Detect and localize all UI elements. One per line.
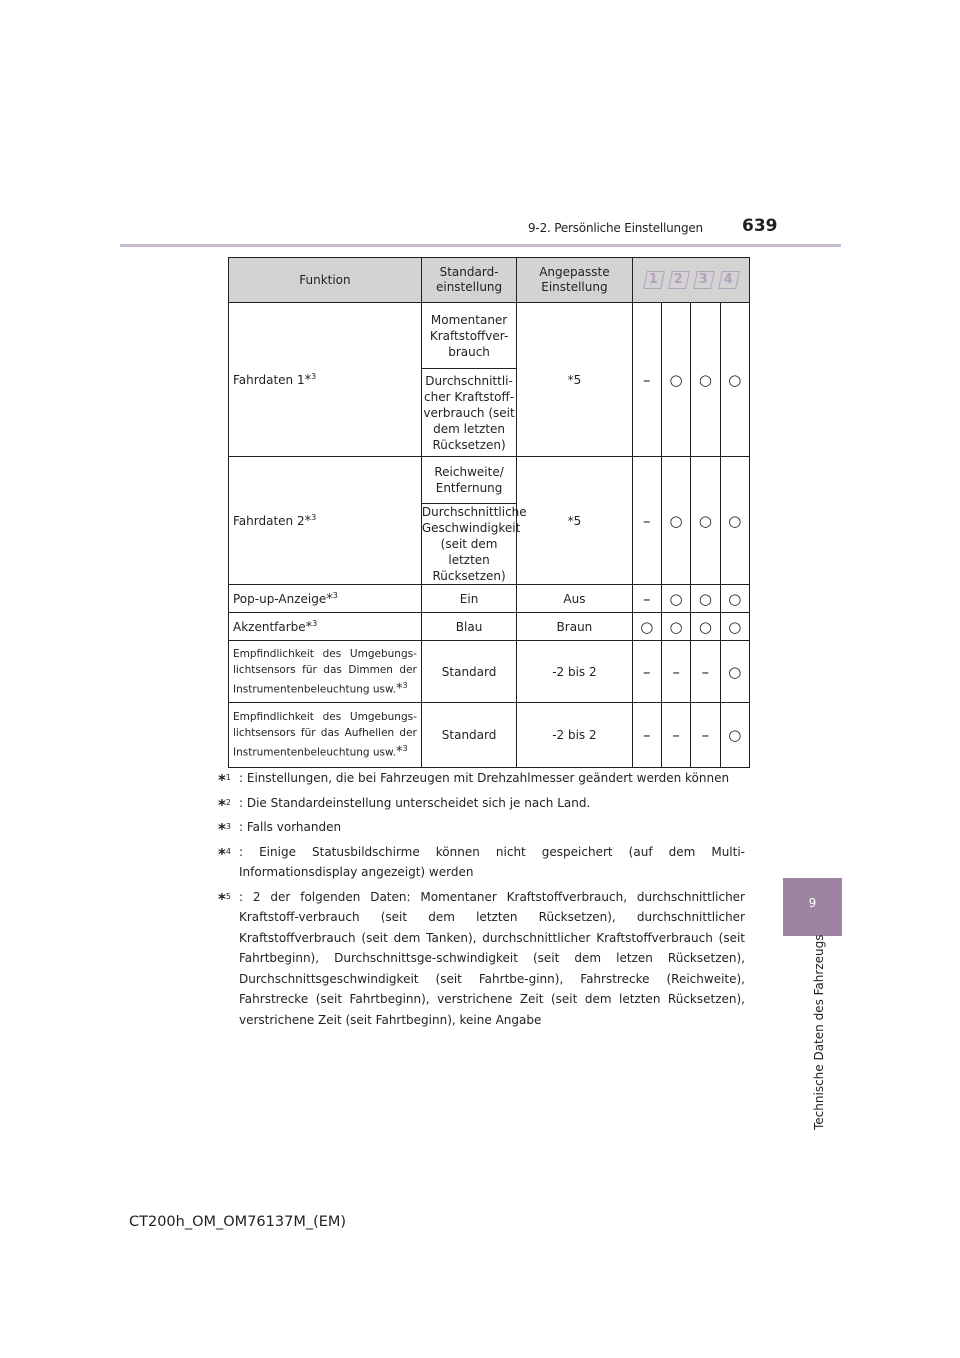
footnote-number: 2 xyxy=(225,797,231,807)
table-row xyxy=(229,303,750,369)
chapter-title: Technische Daten des Fahrzeugs xyxy=(812,934,826,1130)
chapter-number: 9 xyxy=(808,896,817,910)
table-row xyxy=(229,703,750,768)
default-cell: Durchschnittliche Geschwindigkeit (seit dem letzten Rücksetzen) xyxy=(421,505,527,583)
custom-cell: Braun xyxy=(517,613,632,641)
default-cell: Momentaner Kraftstoffver-brauch xyxy=(421,303,516,369)
header-function: Funktion xyxy=(229,258,422,303)
custom-cell: -2 bis 2 xyxy=(517,641,632,703)
method-mark: ○ xyxy=(691,303,720,457)
custom-cell: Aus xyxy=(517,585,632,613)
footnote: *$^4$ : Einige Statusbildschirme können nicht gespeichert (auf dem Multi-Informationsdisplay angezeigt) werden xyxy=(218,844,745,879)
table-row xyxy=(229,641,750,703)
function-cell: Akzentfarbe*$^3$ xyxy=(229,613,422,641)
header-default-text: Standard- einstellung xyxy=(435,265,503,294)
footnote-text: : Einige Statusbildschirme können nicht gespeichert (auf dem Multi-Informationsdisplay angezeigt) werden xyxy=(239,844,745,879)
header-methods xyxy=(632,258,749,303)
footnote-ref: 3 xyxy=(402,744,408,754)
footnote-number: 3 xyxy=(225,822,231,831)
default-cell: Standard xyxy=(421,641,516,703)
header-divider xyxy=(120,244,841,247)
custom-value: *5 xyxy=(567,372,582,387)
function-cell: Fahrdaten 2*$^3$ xyxy=(229,457,422,585)
function-label: Fahrdaten 1 xyxy=(233,372,305,387)
method-mark: – xyxy=(632,457,661,585)
function-cell: Pop-up-Anzeige*$^3$ xyxy=(229,585,422,613)
method-mark: ○ xyxy=(720,641,749,703)
method-mark: – xyxy=(632,585,661,613)
custom-value: *5 xyxy=(567,513,582,528)
method-3-icon: 3 xyxy=(692,269,715,291)
footnote-ref: 3 xyxy=(311,512,317,522)
method-mark: – xyxy=(661,641,690,703)
document-code: CT200h_OM_OM76137M_(EM) xyxy=(129,1214,347,1230)
method-2-icon: 2 xyxy=(667,269,690,291)
method-mark: ○ xyxy=(632,613,661,641)
table-header-row xyxy=(229,258,750,303)
footnote-ref: 3 xyxy=(332,590,338,600)
method-mark: ○ xyxy=(720,703,749,768)
method-mark: – xyxy=(632,303,661,457)
footnote-number: 4 xyxy=(225,846,231,856)
method-mark: ○ xyxy=(720,303,749,457)
method-mark: ○ xyxy=(720,585,749,613)
custom-cell: -2 bis 2 xyxy=(517,703,632,768)
method-mark: ○ xyxy=(661,457,690,585)
footnote-ref: 3 xyxy=(312,618,318,628)
section-title: 9-2. Persönliche Einstellungen xyxy=(528,221,703,235)
default-cell: Reichweite/ Entfernung xyxy=(421,457,516,504)
function-label: Empfindlichkeit des Umgebungs-lichtsensors für das Dimmen der Instrumentenbeleuchtung usw. xyxy=(233,647,417,696)
method-mark: ○ xyxy=(661,613,690,641)
method-1-icon: 1 xyxy=(642,269,665,291)
method-mark: ○ xyxy=(661,585,690,613)
footnote-ref: 3 xyxy=(311,371,317,381)
method-mark: ○ xyxy=(720,457,749,585)
footnote-text: : Die Standardeinstellung unterscheidet sich je nach Land. xyxy=(239,795,591,810)
method-mark: – xyxy=(691,641,720,703)
function-cell: Empfindlichkeit des Umgebungs-lichtsensors für das Dimmen der Instrumentenbeleuchtung usw.*$^3$ xyxy=(229,641,422,703)
table-row xyxy=(229,585,750,613)
table-row xyxy=(229,457,750,504)
function-cell: Fahrdaten 1*$^3$ xyxy=(229,303,422,457)
custom-cell xyxy=(517,303,632,457)
method-mark: ○ xyxy=(661,303,690,457)
function-label: Fahrdaten 2 xyxy=(233,513,305,528)
footnote: *$^1$ : Einstellungen, die bei Fahrzeugen mit Drehzahlmesser geändert werden können xyxy=(218,771,730,789)
footnote-number: 5 xyxy=(225,891,231,901)
custom-cell xyxy=(517,457,632,585)
header-custom xyxy=(517,258,632,303)
footnote-ref: 3 xyxy=(402,680,408,690)
header-default xyxy=(421,258,516,303)
footnote-text: : 2 der folgenden Daten: Momentaner Kraftstoffverbrauch, durchschnittlicher Kraftstoff-verbrauch (seit dem letzten Rücksetzen), durchschnittlicher Kraftstoffverbrauch (seit dem Tanken), durchschnittlicher Kraftstoffverbrauch (seit Fahrtbeginn), Durchschnittsge-schwindigkeit (seit dem letzen Rücksetzen), Durchschnittsgeschwindigkeit (seit Fahrtbe-ginn), Fahrstrecke (Reichweite), Fahrstrecke (seit Fahrtbeginn), verstrichene Zeit (seit dem letzten Rücksetzen), verstrichene Zeit (seit Fahrtbeginn), keine Angabe xyxy=(239,889,745,1027)
header-custom-text: Angepasste Einstellung xyxy=(539,265,610,294)
method-mark: ○ xyxy=(691,585,720,613)
settings-table xyxy=(228,257,750,768)
method-mark: – xyxy=(632,703,661,768)
method-mark: – xyxy=(661,703,690,768)
function-label: Empfindlichkeit des Umgebungs-lichtsensors für das Aufhellen der Instrumentenbeleuchtung usw. xyxy=(233,711,417,759)
function-label: Pop-up-Anzeige xyxy=(233,591,327,606)
chapter-tab xyxy=(783,878,842,936)
method-mark: – xyxy=(632,641,661,703)
default-cell: Ein xyxy=(421,585,516,613)
footnote: *$^2$ : Die Standardeinstellung unterscheidet sich je nach Land. xyxy=(218,795,591,814)
function-cell: Empfindlichkeit des Umgebungs-lichtsensors für das Aufhellen der Instrumentenbeleuchtung usw.*$^3$ xyxy=(229,703,422,768)
method-mark: ○ xyxy=(720,613,749,641)
method-4-icon: 4 xyxy=(717,269,740,291)
page-number: 639 xyxy=(742,216,778,236)
default-cell: Blau xyxy=(421,613,516,641)
footnote-text: : Falls vorhanden xyxy=(239,820,342,834)
method-mark: ○ xyxy=(691,613,720,641)
footnote-text: : Einstellungen, die bei Fahrzeugen mit Drehzahlmesser geändert werden können xyxy=(239,771,730,785)
default-cell: Durchschnittli-cher Kraftstoff-verbrauch (seit dem letzten Rücksetzen) xyxy=(421,369,516,457)
footnotes xyxy=(218,768,745,1034)
default-cell: Standard xyxy=(421,703,516,768)
footnote: *$^5$ : 2 der folgenden Daten: Momentaner Kraftstoffverbrauch, durchschnittlicher Kraftstoff-verbrauch (seit dem letzten Rücksetzen), durchschnittlicher Kraftstoffverbrauch (seit dem Tanken), durchschnittlicher Kraftstoffverbrauch (seit Fahrtbeginn), Durchschnittsge-schwindigkeit (seit dem letzen Rücksetzen), Durchschnittsgeschwindigkeit (seit Fahrtbe-ginn), Fahrstrecke (Reichweite), Fahrstrecke (seit Fahrtbeginn), verstrichene Zeit (seit dem letzten Rücksetzen), verstrichene Zeit (seit Fahrtbeginn), keine Angabe xyxy=(218,889,745,1027)
table-row xyxy=(229,613,750,641)
footnote: *$^3$ : Falls vorhanden xyxy=(218,820,342,838)
footnote-number: 1 xyxy=(225,773,231,782)
method-mark: ○ xyxy=(691,457,720,585)
method-mark: – xyxy=(691,703,720,768)
chapter-side-label xyxy=(812,934,826,1130)
function-label: Akzentfarbe xyxy=(233,619,306,634)
